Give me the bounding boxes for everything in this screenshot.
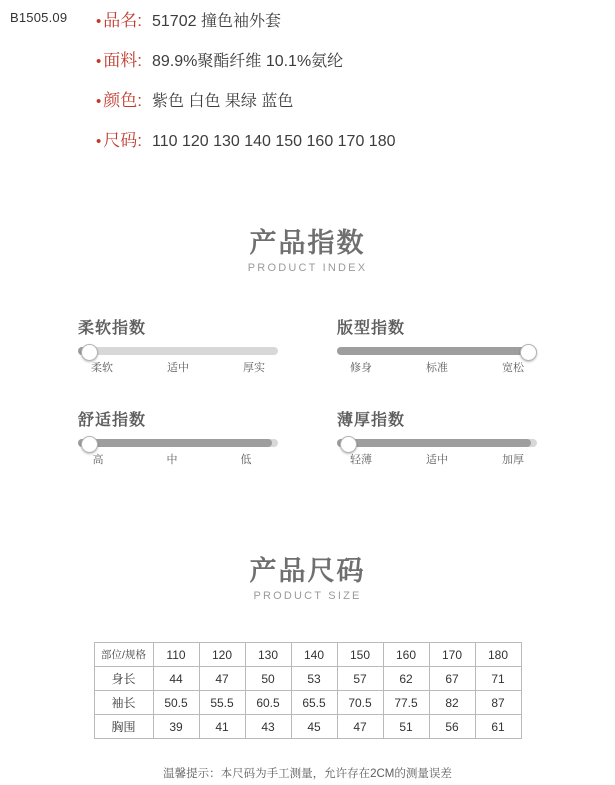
bullet-icon: • (96, 53, 102, 70)
index-tick-label: 标准 (426, 362, 448, 374)
table-cell: 61 (475, 715, 521, 739)
index-slider-fill (78, 439, 272, 447)
table-col-header: 150 (337, 643, 383, 667)
index-slider-knob[interactable] (340, 436, 357, 453)
product-size-title-en: PRODUCT SIZE (253, 590, 362, 603)
table-row (94, 715, 521, 739)
spec-value: 紫色 白色 果绿 蓝色 (152, 93, 294, 110)
index-slider-knob[interactable] (520, 344, 537, 361)
table-cell: 53 (291, 667, 337, 691)
table-cell: 45 (291, 715, 337, 739)
table-cell: 82 (429, 691, 475, 715)
index-item-thickness (337, 407, 542, 467)
table-cell: 60.5 (245, 691, 291, 715)
table-row (94, 667, 521, 691)
spec-value: 51702 撞色袖外套 (152, 13, 281, 30)
table-cell: 67 (429, 667, 475, 691)
product-size-title-cn: 产品尺码 (249, 556, 366, 587)
index-tick-label: 中 (166, 454, 178, 466)
table-cell: 62 (383, 667, 429, 691)
bullet-icon: • (96, 93, 102, 110)
table-cell: 56 (429, 715, 475, 739)
index-tick-labels (78, 451, 278, 467)
table-cell: 51 (383, 715, 429, 739)
index-title: 版型指数 (337, 318, 406, 337)
table-col-header: 180 (475, 643, 521, 667)
size-note-prefix: 温馨提示： (163, 768, 221, 780)
index-slider-fill (337, 347, 527, 355)
spec-value: 89.9%聚酯纤维 10.1%氨纶 (152, 53, 344, 70)
spec-label: 尺码: (103, 131, 142, 150)
table-cell: 50.5 (153, 691, 199, 715)
table-cell: 41 (199, 715, 245, 739)
index-tick-label: 厚实 (243, 362, 265, 374)
index-item-fit (337, 315, 542, 375)
size-table-wrap (0, 642, 615, 739)
bullet-icon: • (96, 13, 102, 30)
index-tick-labels (337, 359, 537, 375)
table-cell: 44 (153, 667, 199, 691)
table-row (94, 691, 521, 715)
index-title: 舒适指数 (78, 410, 147, 429)
index-slider-track[interactable] (78, 439, 278, 447)
table-cell: 55.5 (199, 691, 245, 715)
size-note-text: 本尺码为手工测量，允许存在2CM的测量误差 (220, 768, 452, 780)
table-corner-label: 部位/规格 (94, 643, 153, 667)
index-title: 柔软指数 (78, 318, 147, 337)
table-cell: 47 (337, 715, 383, 739)
index-tick-label: 高 (92, 454, 104, 466)
spec-row (96, 46, 596, 71)
index-tick-label: 适中 (167, 362, 189, 374)
spec-label: 颜色: (103, 91, 142, 110)
table-col-header: 120 (199, 643, 245, 667)
spec-label: 品名: (103, 11, 142, 30)
table-cell: 71 (475, 667, 521, 691)
table-cell: 65.5 (291, 691, 337, 715)
table-header-row (94, 643, 521, 667)
spec-row (96, 86, 596, 111)
index-tick-label: 加厚 (502, 454, 524, 466)
table-cell: 77.5 (383, 691, 429, 715)
spec-row (96, 6, 596, 31)
table-cell: 39 (153, 715, 199, 739)
table-cell: 50 (245, 667, 291, 691)
spec-row (96, 126, 596, 151)
spec-label: 面料: (103, 51, 142, 70)
table-row-label: 身长 (94, 667, 153, 691)
product-size-heading (0, 556, 615, 602)
index-slider-fill (337, 439, 531, 447)
index-slider-track[interactable] (337, 439, 537, 447)
table-cell: 43 (245, 715, 291, 739)
index-title: 薄厚指数 (337, 410, 406, 429)
index-slider-knob[interactable] (81, 436, 98, 453)
index-item-softness (78, 315, 283, 375)
table-cell: 47 (199, 667, 245, 691)
index-tick-labels (78, 359, 278, 375)
index-tick-label: 轻薄 (350, 454, 372, 466)
bullet-icon: • (96, 133, 102, 150)
table-cell: 70.5 (337, 691, 383, 715)
table-col-header: 160 (383, 643, 429, 667)
index-slider-track[interactable] (78, 347, 278, 355)
table-col-header: 130 (245, 643, 291, 667)
product-index-title-en: PRODUCT INDEX (247, 262, 368, 275)
sku-code: B1505.09 (10, 10, 68, 25)
size-table (94, 642, 522, 739)
table-col-header: 170 (429, 643, 475, 667)
size-note (0, 765, 615, 781)
table-cell: 57 (337, 667, 383, 691)
table-row-label: 袖长 (94, 691, 153, 715)
index-item-comfort (78, 407, 283, 467)
table-cell: 87 (475, 691, 521, 715)
index-tick-label: 修身 (350, 362, 372, 374)
table-col-header: 110 (153, 643, 199, 667)
index-tick-label: 适中 (426, 454, 448, 466)
product-index-heading (0, 228, 615, 274)
product-index-title-cn: 产品指数 (249, 228, 366, 259)
index-tick-label: 低 (240, 454, 252, 466)
index-slider-knob[interactable] (81, 344, 98, 361)
spec-value: 110 120 130 140 150 160 170 180 (152, 133, 396, 150)
index-tick-label: 柔软 (91, 362, 113, 374)
index-slider-track[interactable] (337, 347, 537, 355)
index-tick-label: 宽松 (502, 362, 524, 374)
table-col-header: 140 (291, 643, 337, 667)
index-tick-labels (337, 451, 537, 467)
spec-list (96, 6, 596, 166)
table-row-label: 胸围 (94, 715, 153, 739)
